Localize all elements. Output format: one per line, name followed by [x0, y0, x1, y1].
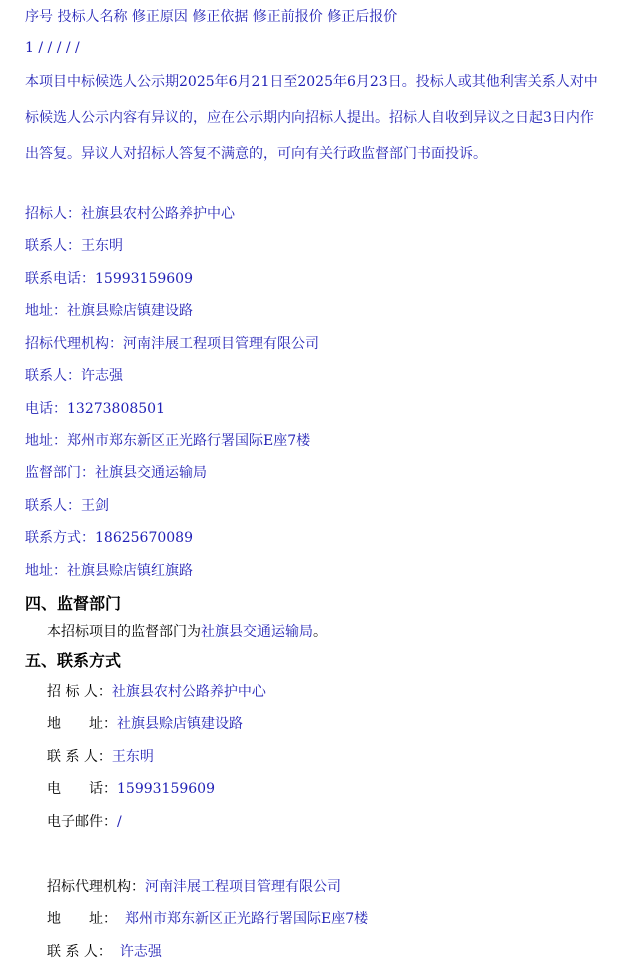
contact-row — [47, 713, 243, 733]
section-4-title: 四、监督部门 — [25, 594, 122, 613]
contact-line: 联系人：许志强 — [25, 368, 123, 384]
notice-paragraph: 本项目中标候选人公示期2025年6月21日至2025年6月23日。投标人或其他利害关系人对中标候选人公示内容有异议的，应在公示期内向招标人提出。招标人自收到异议之日起3日内作出答复。异议人对招标人答复不满意的，可向有关行政监督部门书面投诉。 — [25, 74, 598, 162]
contact-line: 招标代理机构：河南沣展工程项目管理有限公司 — [25, 336, 319, 352]
email-value: / — [117, 814, 122, 830]
field-value: 社旗县农村公路养护中心 — [111, 684, 266, 700]
supervision-dept-name: 社旗县交通运输局 — [201, 624, 313, 640]
field-value: 许志强 — [119, 944, 162, 960]
contact-row — [47, 876, 341, 896]
field-label: 电 话： — [47, 781, 117, 797]
field-label: 招标代理机构： — [47, 879, 145, 895]
contact-row — [47, 811, 122, 831]
section-5-title: 五、联系方式 — [25, 651, 122, 670]
field-value: 15993159609 — [117, 781, 215, 797]
contact-row — [47, 746, 154, 766]
contact-line: 联系人：王剑 — [25, 498, 109, 514]
field-label: 联 系 人： — [47, 749, 112, 765]
field-value: 社旗县赊店镇建设路 — [117, 716, 243, 732]
field-value: 王东明 — [111, 749, 154, 765]
contact-line: 地址：社旗县赊店镇红旗路 — [25, 563, 193, 579]
field-label: 电子邮件： — [47, 814, 117, 830]
contact-line: 招标人：社旗县农村公路养护中心 — [25, 206, 235, 222]
contact-row — [47, 908, 368, 928]
table-row: 1 / / / / / — [25, 40, 80, 56]
table-header: 序号 投标人名称 修正原因 修正依据 修正前报价 修正后报价 — [25, 9, 398, 25]
contact-row — [47, 941, 162, 961]
contact-row — [47, 778, 215, 798]
contact-line: 地址：社旗县赊店镇建设路 — [25, 303, 193, 319]
field-label: 地 址： — [47, 716, 117, 732]
field-label: 联 系 人： — [47, 944, 112, 960]
contact-line: 联系电话：15993159609 — [25, 271, 193, 287]
section-4-text-prefix: 本招标项目的监督部门为 — [47, 624, 201, 640]
field-value: 郑州市郑东新区正光路行署国际E座7楼 — [125, 911, 369, 927]
contact-row — [47, 681, 266, 701]
section-4-text-suffix: 。 — [313, 624, 327, 640]
contact-line: 联系人：王东明 — [25, 238, 123, 254]
field-label: 地 址： — [47, 911, 117, 927]
contact-line: 监督部门：社旗县交通运输局 — [25, 465, 207, 481]
contact-line: 地址：郑州市郑东新区正光路行署国际E座7楼 — [25, 433, 311, 449]
field-value: 河南沣展工程项目管理有限公司 — [145, 879, 341, 895]
contact-line: 联系方式：18625670089 — [25, 530, 193, 546]
contact-line: 电话：13273808501 — [25, 401, 165, 417]
field-label: 招 标 人： — [47, 684, 112, 700]
section-4-text — [47, 621, 327, 641]
